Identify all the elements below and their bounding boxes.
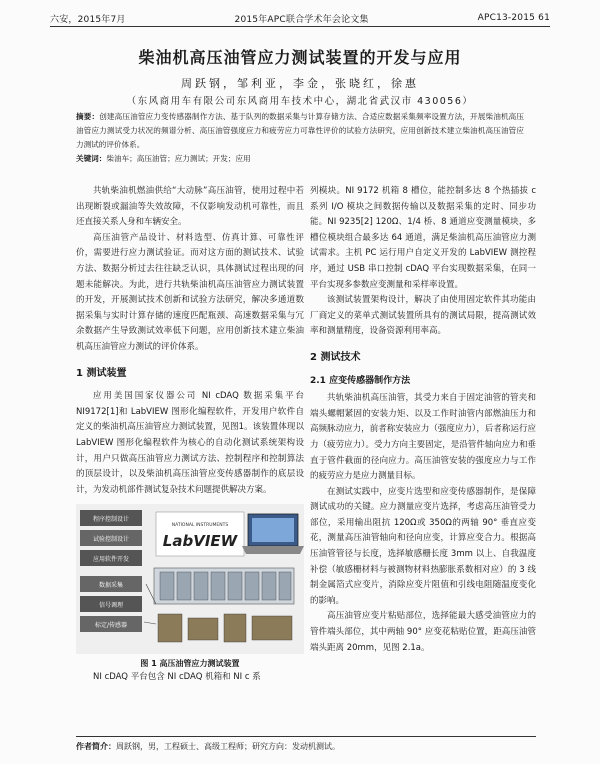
figure-label: 信号调理 [98, 602, 124, 610]
ni-brand: NATIONAL INSTRUMENTS [171, 523, 229, 529]
paragraph: 高压油管应变片粘贴部位，选择能最大感受油管应力的管件端头部位，其中两轴 90° 应变花粘贴位置，距高压油管端头距离 20mm，见图 2.1a。 [310, 611, 536, 653]
author-footnote [76, 736, 536, 752]
figure-label: 程序控制设计 [92, 516, 130, 524]
paragraph: 应用美国国家仪器公司 NI cDAQ 数据采集平台 NI9172[1]和 LabVIEW 图形化编程软件，开发用户软件自定义的柴油机高压油管应力测试装置，见图1。该装置体现以 LabVIEW 图形化编程软件为核心的自动化测试系统架构设计，用户只做高压油管应力测试方法、控制程序和控制算法的顶层设计，以及柴油机高压油管应变传感器制作的底层设计，为发动机部件测试复杂技术问题提供解决方案。 [76, 391, 304, 495]
keywords-text: 柴油车；高压油管；应力测试；开发；应用 [106, 154, 251, 163]
abstract-text: 创建高压油管应力变传感器制作方法、基于队列的数据采集与计算存储方法、合适应数据采集频率设置方法，开展柴油机高压油管应力测试受力状况的频谱分析、高压油管强度应力和疲劳应力可靠性评价的试验方法研究，应用创新技术建立柴油机高压油管应力测试的评价体系。 [76, 112, 525, 149]
paragraph: 高压油管产品设计、材料选型、仿真计算、可靠性评价，需要进行应力测试验证。而对这方面的测试技术、试验方法、数据分析过去往往缺乏认识，具体测试过程出现的问题未能解决。为此，进行共轨柴油机高压油管应力测试装置的开发，开展测试技术创新和试验方法研究，解决多通道数据采集与实时计算存储的速度匹配瓶颈、高速数据采集与冗余数据产生导致测试效率低下问题，应用创新技术建立柴油机高压油管应力测试的评价体系。 [76, 232, 304, 352]
author-list: 周跃钢，邹利亚，李金，张晓红，徐惠 [181, 77, 419, 90]
paragraph: NI cDAQ 平台包含 NI cDAQ 机箱和 NI c 系 [93, 672, 261, 683]
labview-logo: LabVIEW [162, 532, 238, 551]
figure-label: 标定/传感器 [94, 622, 128, 630]
paragraph: 列模块。NI 9172 机箱 8 槽位，能控制多达 8 个热插拔 c 系列 I/O 模块之间数据传输以及数据采集的定时、同步功能。NI 9235[2] 120Ω、1/4 桥、8 通道应变测量模块，多槽位模块组合最多达 64 通道，满足柴油机高压油管应力测试需求。主机 PC 运行用户自定义开发的 LabVIEW 测控程序，通过 USB 串口控制 cDAQ 平台实现数据采集，在同一平台实现多参数应变测量和采样率设置。 [310, 186, 536, 290]
abstract [76, 110, 524, 166]
section-heading: 2 测试技术 [310, 351, 361, 363]
figure-label: 数据采集 [98, 582, 124, 590]
figure-label: 应用软件开发 [92, 556, 130, 564]
paragraph: 共轨柴油机高压油管，其受力来自于固定油管的管夹和端头螺帽紧固的安装力矩、以及工作时油管内部燃油压力和高频脉动应力，前者称安装应力（强度应力），后者称运行应力（疲劳应力）。受力方向主要固定，是沿管件轴向应力和垂直于管件截面的径向应力。高压油管安装的强度应力与工作的疲劳应力是应力测量目标。 [310, 393, 536, 482]
subsection-heading: 2.1 应变传感器制作方法 [310, 375, 411, 386]
header-right: APC13-2015 61 [477, 13, 550, 23]
figure-1 [76, 504, 304, 654]
figure-label: 试验控制设计 [92, 536, 130, 544]
running-header [50, 10, 550, 27]
paper-title: 柴油机高压油管应力测试装置的开发与应用 [138, 48, 462, 67]
paragraph: 共轨柴油机燃油供给“大动脉”高压油管，使用过程中若出现断裂或漏油等失效故障，不仅影响发动机可靠性，而且还直接关系人身和车辆安全。 [76, 186, 304, 228]
header-left: 六安，2015年7月 [50, 14, 126, 25]
affiliation: （东风商用车有限公司东风商用车技术中心，湖北省武汉市 430056） [126, 96, 474, 107]
keywords [76, 152, 524, 166]
section-heading: 1 测试装置 [76, 367, 127, 379]
right-column [310, 184, 536, 656]
abstract-label: 摘要： [76, 112, 100, 121]
paragraph: 在测试实践中，应变片选型和应变传感器制作，是保障测试成功的关键。应力测量应变片选择，考虑高压油管受力部位，采用输出阻抗 120Ω或 350Ω的两轴 90° 垂直应变花，测量高压油管轴向和径向应变，计算应变合力。根据高压油管管径与长度，选择敏感栅长度 3mm 以上、自我温度补偿（敏感栅材料与被测物材料热膨胀系数相对应）的 3 线制金属箔式应变片，消除应变片阻值和引线电阻随温度变化的影响。 [310, 486, 536, 606]
laptop-display [252, 518, 294, 542]
header-center: 2015年APC联合学术年会论文集 [234, 14, 369, 25]
footnote-text: 周跃钢，男，工程硕士、高级工程师；研究方向：发动机测试。 [116, 742, 340, 751]
laptop-base [242, 546, 304, 554]
paragraph: 该测试装置架构设计，解决了由使用固定软件其功能由厂商定义的菜单式测试装置所具有的测试局限，提高测试效率和测量精度，设备资源利用率高。 [310, 295, 536, 337]
keywords-label: 关键词： [76, 154, 107, 163]
figure-diagram [76, 504, 304, 654]
footnote-label: 作者简介： [76, 742, 116, 751]
sensor-parts [158, 614, 292, 642]
left-column [76, 184, 304, 686]
figure-caption: 图 1 高压油管应力测试装置 [140, 659, 240, 669]
